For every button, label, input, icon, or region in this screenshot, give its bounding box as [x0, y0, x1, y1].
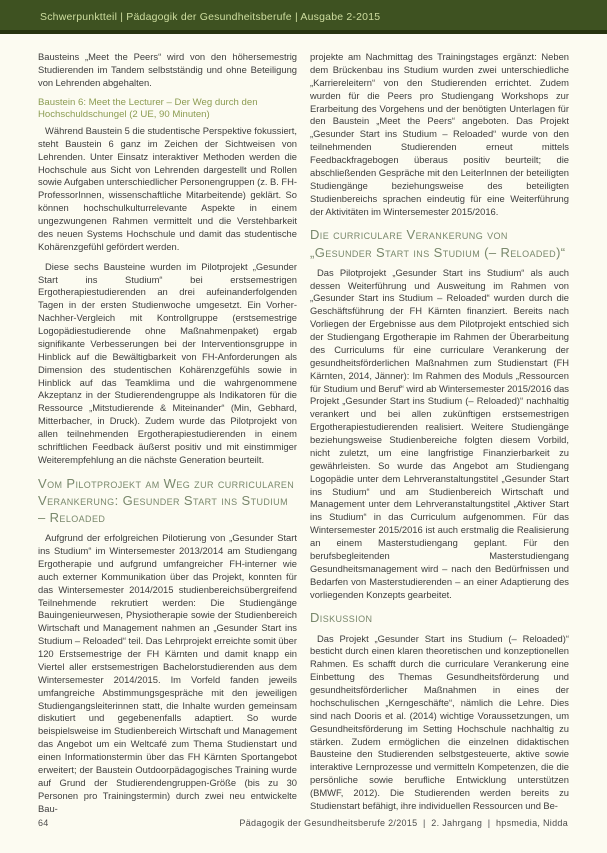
- right-column: [310, 51, 569, 822]
- paragraph: Das Pilotprojekt „Gesunder Start ins Studium“ als auch dessen Weiterführung und Ausweitung im Rahmen von „Gesunder Start ins Studium – Reloaded“ wurden durch die Geschäftsführung der FH Kärnten finanziert. Bereits nach Vorliegen der Ergebnisse aus dem Pilotprojekt entschied sich der Studiengang Ergotherapie im Rahmen der Überarbeitung des Curriculums für eine curriculare Verankerung der gesundheitsförderlichen Maßnahmen zum Studienstart (FH Kärnten, 2014, Jänner): Im Rahmen des Moduls „Ressourcen für Studium und Beruf“ wird ab Wintersemester 2015/2016 das Projekt „Gesunder Start ins Studium (– Reloaded)“ nachhaltig verankert und bei allen zukünftigen erstsemestrigen Ergotherapiestudierenden realisiert. Weitere Studiengänge beziehungsweise Studienbereiche folgten diesem Vorbild, nicht zuletzt, um eine langfristige Finanzierbarkeit zu gewährleisten. So wurde das Angebot am Studiengang Logopädie unter dem Lehrveranstaltungstitel „Gesunder Start ins Studium“ und am Studienbereich Wirtschaft und Management unter dem Lehrveranstaltungstitel „Aktiver Start ins Studium“ in das Curriculum aufgenommen. Für das Wintersemester 2015/2016 ist auch erstmalig die Realisierung an einem Masterstudiengang geplant. Für den berufsbegleitenden Masterstudiengang Gesundheitsmanagement wird – nach den Bedürfnissen und Bedarfen von Masterstudierenden – an einer Adaptierung des vorliegenden Konzepts gearbeitet.: [310, 266, 569, 600]
- article-body: [0, 34, 607, 822]
- running-head: Schwerpunktteil | Pädagogik der Gesundheitsberufe | Ausgabe 2-2015: [40, 11, 381, 23]
- paragraph: Aufgrund der erfolgreichen Pilotierung von „Gesunder Start ins Studium“ im Wintersemester 2013/2014 am Studiengang Ergotherapie und aufgrund umfangreicher FH-interner wie auch externer Kommunikation über das Projekt, konnten für das Wintersemester 2014/2015 studienbereichsübergreifend Teilnehmende rekrutiert werden: Die Studiengänge Bauingenieurwesen, Physiotherapie sowie der Studienbereich Wirtschaft und Management nahmen an „Gesunder Start ins Studium – Reloaded“ teil. Das Lehrprojekt erreichte somit über 120 Erstsemestrige der FH Kärnten und damit knapp ein Viertel aller erstsemestrigen Bachelorstudierenden aus dem Wintersemester 2014/2015. Im Vorfeld fanden jeweils umfangreiche Abstimmungsgespräche mit den jeweiligen Studiengangsleiterinnen statt, die Inhalte wurden gemeinsam diskutiert und gegebenenfalls adaptiert. So wurde beispielsweise im Studienbereich Wirtschaft und Management das Angebot um ein Weltcafé zum Thema Studienstart und einen Informationstermin über das FH Kärnten Sportangebot erweitert; der Baustein Outdoorpädagogisches Training wurde auf Grund der Studierendengruppen-Größe (bis zu 30 Personen pro Trainingstermin) durch zwei neu entwickelte Bau-: [38, 532, 297, 814]
- subsection-heading-baustein-6: Baustein 6: Meet the Lecturer – Der Weg durch den Hochschuldschungel (2 UE, 90 Minuten): [38, 96, 258, 121]
- paragraph: Diese sechs Bausteine wurden im Pilotprojekt „Gesunder Start ins Studium“ bei erstsemestrigen Ergotherapiestudierenden an drei aufeinanderfolgenden Tagen in der ersten Studienwoche umgesetzt. Ein Vorher-Nachher-Vergleich mit Kontrollgruppe (erstsemestrige Logopädiestudierende ohne Maßnahmenpaket) ergab signifikante Verbesserungen bei der Interventionsgruppe in Hinblick auf die Bewältigbarkeit von FH-Anforderungen als Dimension des studentischen Kohärenzgefühls sowie in Hinblick auf das Teamklima und die wahrgenommene Akzeptanz in der Studierendengruppe als Indikatoren für die Ressource „Mitstudierende & Miteinander“ (Min, Gebhard, Mitterbacher, in Druck). Zudem wurde das Pilotprojekt von allen teilnehmenden Ergotherapiestudierenden in einem schriftlichen Feedback äußerst positiv und mit einstimmiger Weiterempfehlung an die nächste Generation beurteilt.: [38, 260, 297, 465]
- section-heading-diskussion: Diskussion: [310, 610, 373, 626]
- paragraph-continuation: Bausteins „Meet the Peers“ wird von den höhersemestrig Studierenden im Tandem selbstständig und ohne Beteiligung von Lehrenden abgehalten.: [38, 51, 297, 88]
- page-number: 64: [38, 818, 49, 828]
- section-heading-curriculare-verankerung: Die curriculare Verankerung von „Gesunder Start ins Studium (– Reloaded)“: [310, 227, 566, 260]
- left-column: [38, 51, 297, 822]
- page-footer: [38, 818, 568, 828]
- section-heading-pilotprojekt: Vom Pilotprojekt am Weg zur curricularen Verankerung: Gesunder Start ins Studium – Reloaded: [38, 475, 295, 525]
- page-header-bar: [0, 0, 607, 34]
- paragraph: Während Baustein 5 die studentische Perspektive fokussiert, steht Baustein 6 ganz im Zeichen der Sichtweisen von Lehrenden. Unter Einsatz interaktiver Methoden werden die Hochschule aus Sicht von Lehrenden dargestellt und Rollen sowie Aufgaben unterschiedlicher Personengruppen (z. B. FH-ProfessorInnen, wissenschaftliche Mitarbeitende) geklärt. So können hochschulkulturrelevante Aspekte in einem ungezwungenen Rahmen vermittelt und die Verstehbarkeit des neuen Systems Hochschule und damit das studentische Kohärenzgefühl gefördert werden.: [38, 124, 297, 252]
- journal-info: Pädagogik der Gesundheitsberufe 2/2015 | 2. Jahrgang | hpsmedia, Nidda: [239, 818, 568, 828]
- paragraph: Das Projekt „Gesunder Start ins Studium (– Reloaded)“ besticht durch einen klaren theoretischen und konzeptionellen Rahmen. Es schafft durch die curriculare Verankerung eine Einbettung des Themas Gesundheitsförderung und gesundheitsförderlicher Maßnahmen in eines der hochschulischen „Kerngeschäfte“, nämlich die Lehre. Dies sind nach Dooris et al. (2014) wichtige Voraussetzungen, um Gesundheitsförderung im Setting Hochschule nachhaltig zu stärken. Zudem ermöglichen die einzelnen didaktischen Bausteine den Studierenden selbstgesteuerte, aktive sowie interaktive Lernprozesse und vermitteln Kompetenzen, die die persönliche sowie berufliche Entwicklung unterstützen (BMWF, 2012). Die Studierenden werden bereits zu Studienstart befähigt, ihre individuellen Ressourcen und Be-: [310, 632, 569, 811]
- paragraph-continuation: projekte am Nachmittag des Trainingstages ergänzt: Neben dem Brückenbau ins Studium wurden zwei unterschiedliche „Karriereleitern“ von den Studierenden errichtet. Zudem wurden für die Peers pro Studiengang Workshops zur Erarbeitung des Vorgehens und der benötigten Unterlagen für den Baustein „Meet the Peers“ angeboten. Das Projekt „Gesunder Start ins Studium – Reloaded“ wurde von den teilnehmenden Studierenden erneut mittels Feedbackfragebogen überaus positiv beurteilt; die abschließenden Gespräche mit den LeiterInnen der beteiligten Studiengänge beziehungsweise des beteiligten Studienbereichs sprachen eindeutig für eine Weiterführung der Aktivitäten im Wintersemester 2015/2016.: [310, 51, 569, 217]
